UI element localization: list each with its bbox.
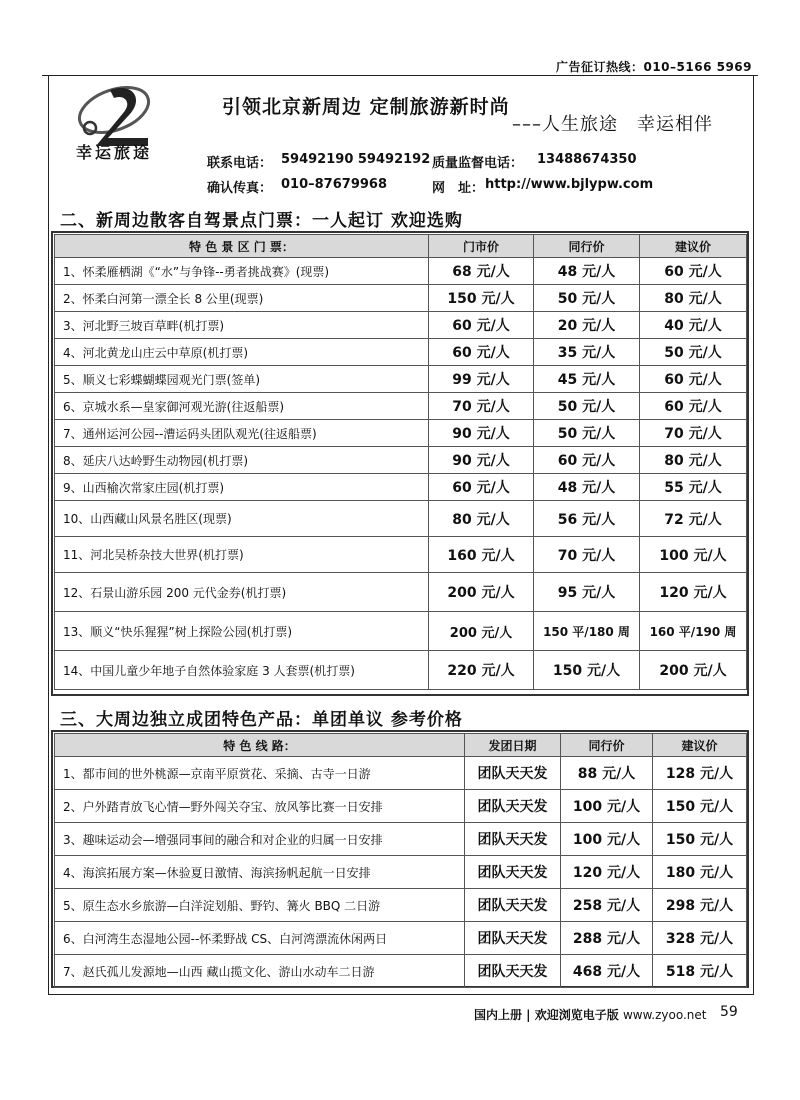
trade-price: 100 元/人 [561,823,653,856]
table-row [55,366,747,393]
attraction-name: 7、通州运河公园--漕运码头团队观光(往返船票) [55,420,429,447]
route-name: 4、海滨拓展方案—休验夏日激情、海滨扬帆起航一日安排 [55,856,465,889]
tagline: –––人生旅途 幸运相伴 [512,114,713,135]
trade-price: 56 元/人 [534,501,640,537]
table-row [55,285,747,312]
attraction-name: 8、延庆八达岭野生动物园(机打票) [55,447,429,474]
trade-price: 20 元/人 [534,312,640,339]
trade-price: 288 元/人 [561,922,653,955]
departure-date: 团队天天发 [465,790,561,823]
trade-price: 468 元/人 [561,955,653,988]
web-label: 网 址： [432,181,485,196]
departure-date: 团队天天发 [465,922,561,955]
section1-title: 二、新周边散客自驾景点门票：一人起订 欢迎选购 [60,211,463,231]
retail-price: 70 元/人 [429,393,534,420]
attraction-name: 13、顺义“快乐猩猩”树上探险公园(机打票) [55,612,429,651]
retail-price: 90 元/人 [429,447,534,474]
suggested-price: 150 元/人 [653,823,747,856]
table-row [55,339,747,366]
suggested-price: 80 元/人 [640,285,747,312]
trade-price: 45 元/人 [534,366,640,393]
trade-price: 35 元/人 [534,339,640,366]
attraction-name: 10、山西藏山风景名胜区(现票) [55,501,429,537]
slogan: 引领北京新周边 定制旅游新时尚 [222,96,510,118]
table-row [55,757,747,790]
footer [474,1006,706,1023]
retail-price: 150 元/人 [429,285,534,312]
suggested-price: 50 元/人 [640,339,747,366]
table-row [55,856,747,889]
table-row [55,312,747,339]
trade-price: 120 元/人 [561,856,653,889]
departure-date: 团队天天发 [465,757,561,790]
route-name: 1、都市间的世外桃源—京南平原赏花、采摘、古寺一日游 [55,757,465,790]
table-row [55,393,747,420]
attraction-name: 5、顺义七彩蝶蝴蝶园观光门票(签单) [55,366,429,393]
trade-price: 150 元/人 [534,651,640,690]
suggested-price: 180 元/人 [653,856,747,889]
suggested-price: 518 元/人 [653,955,747,988]
table-row [55,573,747,612]
suggested-price: 120 元/人 [640,573,747,612]
footer-site[interactable]: www.zyoo.net [622,1008,707,1022]
trade-price: 100 元/人 [561,790,653,823]
retail-price: 99 元/人 [429,366,534,393]
page-number: 59 [720,1004,738,1020]
departure-date: 团队天天发 [465,889,561,922]
col-header-trade: 同行价 [561,734,653,757]
trade-price: 48 元/人 [534,258,640,285]
route-name: 3、趣味运动会—增强同事间的融合和对企业的归属一日安排 [55,823,465,856]
route-name: 7、赵氏孤儿发源地—山西 藏山揽文化、游山水动车二日游 [55,955,465,988]
departure-date: 团队天天发 [465,823,561,856]
table-row [55,258,747,285]
web-url: http://www.bjlypw.com [485,177,654,192]
col-header-departure: 发团日期 [465,734,561,757]
suggested-price: 55 元/人 [640,474,747,501]
suggested-price: 298 元/人 [653,889,747,922]
suggested-price: 150 元/人 [653,790,747,823]
attraction-name: 1、怀柔雁栖湖《“水”与争锋--勇者挑战赛》(现票) [55,258,429,285]
attraction-name: 2、怀柔白河第一漂全长 8 公里(现票) [55,285,429,312]
ticket-table [54,234,747,690]
suggested-price: 60 元/人 [640,258,747,285]
phone-number: 59492190 59492192 [281,152,431,167]
route-name: 6、白河湾生态湿地公园--怀柔野战 CS、白河湾漂流休闲两日 [55,922,465,955]
retail-price: 200 元/人 [429,573,534,612]
retail-price: 80 元/人 [429,501,534,537]
route-name: 5、原生态水乡旅游—白洋淀划船、野钓、篝火 BBQ 二日游 [55,889,465,922]
retail-price: 60 元/人 [429,312,534,339]
table-row [55,537,747,573]
trade-price: 48 元/人 [534,474,640,501]
ad-hotline: 广告征订热线：010–5166 5969 [555,60,752,74]
attraction-name: 4、河北黄龙山庄云中草原(机打票) [55,339,429,366]
departure-date: 团队天天发 [465,955,561,988]
route-name: 2、户外踏青放飞心情—野外闯关夺宝、放风筝比赛一日安排 [55,790,465,823]
retail-price: 200 元/人 [429,612,534,651]
trade-price: 95 元/人 [534,573,640,612]
retail-price: 160 元/人 [429,537,534,573]
col-header-route: 特 色 线 路： [55,734,465,757]
col-header-retail: 门市价 [429,235,534,258]
col-header-attraction: 特 色 景 区 门 票： [55,235,429,258]
table-row [55,955,747,988]
trade-price: 88 元/人 [561,757,653,790]
trade-price: 50 元/人 [534,393,640,420]
suggested-price: 100 元/人 [640,537,747,573]
suggested-price: 40 元/人 [640,312,747,339]
trade-price: 60 元/人 [534,447,640,474]
retail-price: 220 元/人 [429,651,534,690]
logo-text: 幸运旅途 [76,143,153,162]
ticket-table-header [55,235,747,258]
attraction-name: 14、中国儿童少年地子自然体验家庭 3 人套票(机打票) [55,651,429,690]
trade-price: 258 元/人 [561,889,653,922]
section2-title: 三、大周边独立成团特色产品：单团单议 参考价格 [60,710,463,730]
attraction-name: 11、河北吴桥杂技大世界(机打票) [55,537,429,573]
attraction-name: 6、京城水系—皇家御河观光游(往返船票) [55,393,429,420]
fax-number: 010–87679968 [281,177,387,192]
trade-price: 70 元/人 [534,537,640,573]
retail-price: 90 元/人 [429,420,534,447]
departure-date: 团队天天发 [465,856,561,889]
supervise-number: 13488674350 [537,152,637,167]
suggested-price: 200 元/人 [640,651,747,690]
suggested-price: 60 元/人 [640,393,747,420]
table-row [55,823,747,856]
retail-price: 68 元/人 [429,258,534,285]
table-row [55,612,747,651]
suggested-price: 80 元/人 [640,447,747,474]
retail-price: 60 元/人 [429,474,534,501]
col-header-suggested: 建议价 [653,734,747,757]
table-row [55,501,747,537]
suggested-price: 60 元/人 [640,366,747,393]
attraction-name: 9、山西榆次常家庄园(机打票) [55,474,429,501]
suggested-price: 128 元/人 [653,757,747,790]
table-row [55,889,747,922]
suggested-price: 70 元/人 [640,420,747,447]
trade-price: 50 元/人 [534,420,640,447]
attraction-name: 12、石景山游乐园 200 元代金券(机打票) [55,573,429,612]
suggested-price: 160 平/190 周 [640,612,747,651]
col-header-suggested: 建议价 [640,235,747,258]
table-row [55,922,747,955]
trade-price: 150 平/180 周 [534,612,640,651]
footer-label: 国内上册 | 欢迎浏览电子版 [474,1008,619,1022]
fax-label: 确认传真： [207,181,273,196]
col-header-trade: 同行价 [534,235,640,258]
route-table [54,733,747,988]
table-row [55,447,747,474]
retail-price: 60 元/人 [429,339,534,366]
attraction-name: 3、河北野三坡百草畔(机打票) [55,312,429,339]
trade-price: 50 元/人 [534,285,640,312]
table-row [55,651,747,690]
table-row [55,474,747,501]
suggested-price: 328 元/人 [653,922,747,955]
route-table-header [55,734,747,757]
table-row [55,420,747,447]
suggested-price: 72 元/人 [640,501,747,537]
supervise-label: 质量监督电话： [432,156,524,171]
table-row [55,790,747,823]
phone-label: 联系电话： [207,156,273,171]
